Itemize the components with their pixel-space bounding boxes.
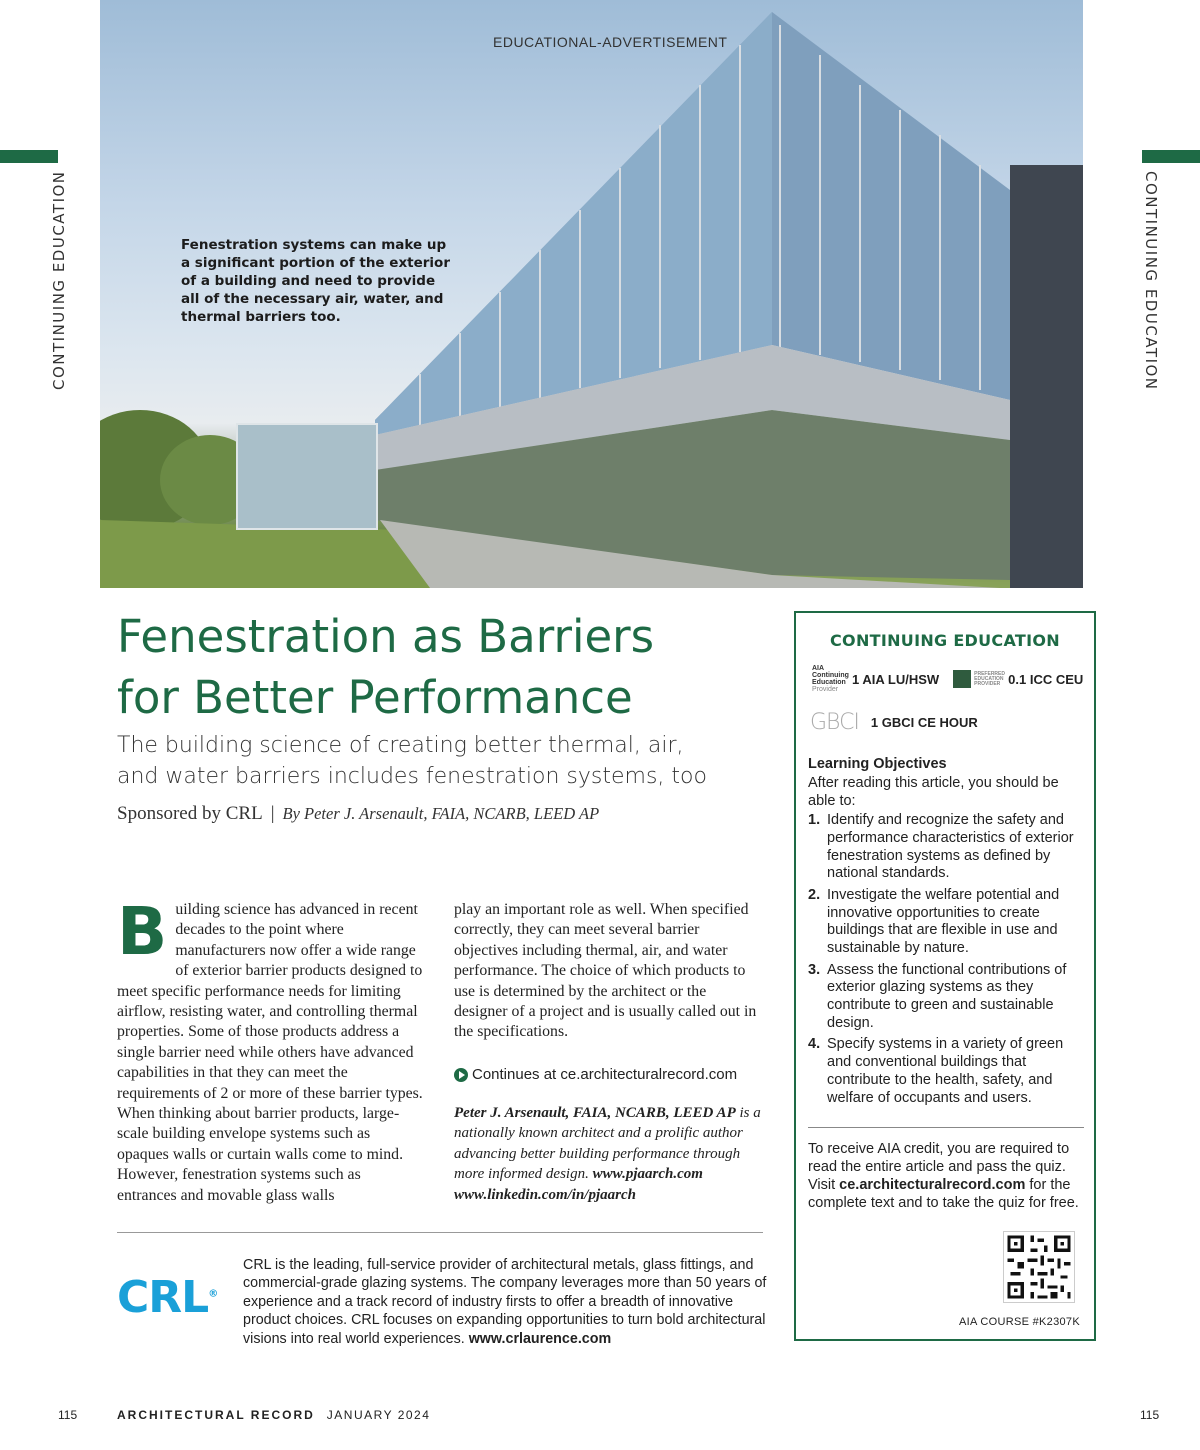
hero-photo — [100, 0, 1083, 588]
icc-logo-line-1: PREFERRED — [974, 670, 1005, 677]
left-tab-bar — [0, 150, 58, 163]
gbci-logo: GBCI — [810, 710, 859, 735]
ce-sidebar — [794, 611, 1096, 1341]
subtitle-line-1: The building science of creating better thermal, air, — [117, 733, 684, 758]
icc-credit: 0.1 ICC CEU — [1008, 671, 1084, 687]
bio-linkedin-link[interactable]: www.linkedin.com/in/pjaarch — [454, 1186, 636, 1203]
aia-logo-line-3: Education — [812, 679, 846, 686]
objective-item — [808, 962, 1086, 1033]
ce-url-link[interactable]: ce.architecturalrecord.com — [839, 1177, 1026, 1193]
body-column-2 — [454, 900, 760, 1043]
registered-mark: ® — [208, 1288, 218, 1300]
bio-text: is a nationally known architect and a prolific author advancing better building performance through more informed design. — [454, 1105, 761, 1183]
play-arrow-icon — [454, 1068, 468, 1082]
credit-text-pre: To receive AIA credit, you are required to read the entire article and pass the quiz. Visit — [808, 1141, 1070, 1193]
gbci-credit: 1 GBCI CE HOUR — [870, 715, 978, 730]
objectives-list — [808, 812, 1086, 1111]
drop-cap: B — [117, 893, 168, 970]
footer-masthead — [117, 1408, 430, 1422]
page-number-right: 115 — [1140, 1408, 1160, 1422]
credit-text-post: for the complete text and to take the quiz for free. — [808, 1177, 1079, 1211]
objective-number: 1. — [808, 812, 821, 828]
article-title — [117, 606, 757, 728]
right-tab-bar — [1142, 150, 1200, 163]
objective-item — [808, 812, 1086, 883]
icc-logo-icon — [953, 670, 971, 688]
right-tab-label: CONTINUING EDUCATION — [1142, 171, 1160, 391]
aia-credit: 1 AIA LU/HSW — [852, 671, 940, 687]
objective-text: Assess the functional contributions of exterior glazing systems as they contribute to green and sustainable design. — [827, 961, 1067, 1031]
aia-logo-line-2: Continuing — [812, 672, 849, 679]
byline-separator: | — [270, 803, 275, 824]
objective-text: Identify and recognize the safety and performance characteristics of exterior fenestration systems as defined by national standards. — [827, 812, 1074, 882]
title-line-1: Fenestration as Barriers — [117, 610, 655, 663]
byline — [117, 803, 599, 825]
author-credit: By Peter J. Arsenault, FAIA, NCARB, LEED AP — [282, 804, 600, 823]
crl-logo — [117, 1272, 217, 1323]
objectives-heading: Learning Objectives — [808, 756, 947, 772]
ce-divider — [808, 1127, 1084, 1128]
left-tab-label: CONTINUING EDUCATION — [50, 170, 68, 390]
credit-instructions — [808, 1140, 1092, 1212]
credit-row-gbci — [810, 710, 978, 735]
objective-number: 2. — [808, 886, 821, 903]
objective-item — [808, 1036, 1086, 1107]
qr-code-icon[interactable] — [1003, 1231, 1075, 1303]
body-text-1: uilding science has advanced in recent decades to the point where manufacturers now offer a wide range of exterior barrier products designed to meet specific performance needs for limiting airflow, resisting water, and controlling thermal properties. Some of those products address a single barrier need while others have advanced capabilities in that they can meet the requirements of 2 or more of these barrier types. When thinking about barrier products, large-scale building envelope systems such as opaques walls or curtain walls come to mind. However, fenestration systems such as entrances and movable glass walls — [117, 901, 423, 1204]
credit-row-aia-icc — [812, 665, 1083, 693]
body-text-2: play an important role as well. When specified correctly, they can meet several barrier objectives including thermal, air, and water performance. The choice of which products to use is determined by the architect or the designer of a project and is usually called out in the specifications. — [454, 901, 757, 1041]
photo-caption: Fenestration systems can make up a significant portion of the exterior of a building and need to provide all of the necessary air, water, and thermal barriers too. — [181, 237, 450, 325]
continues-text[interactable]: Continues at ce.architecturalrecord.com — [472, 1066, 738, 1083]
sponsor-url-link[interactable]: www.crlaurence.com — [468, 1330, 612, 1347]
objective-text: Investigate the welfare potential and innovative opportunities to create buildings that are flexible in use and sustainable by nature. — [827, 886, 1060, 957]
course-number: AIA COURSE #K2307K — [959, 1316, 1080, 1328]
title-line-2: for Better Performance — [117, 671, 633, 724]
icc-logo-line-2: EDUCATION — [974, 675, 1004, 682]
bio-website-link[interactable]: www.pjaarch.com — [592, 1166, 703, 1183]
subtitle-line-2: and water barriers includes fenestration systems, too — [117, 764, 707, 789]
magazine-name: ARCHITECTURAL RECORD — [117, 1408, 315, 1422]
continues-link[interactable] — [454, 1066, 737, 1083]
article-subtitle — [117, 730, 777, 792]
issue-date: JANUARY 2024 — [326, 1408, 431, 1422]
objective-number: 3. — [808, 961, 821, 978]
divider — [117, 1232, 763, 1233]
objectives-intro: After reading this article, you should be able to: — [808, 775, 1059, 809]
aia-logo-line-4: Provider — [812, 686, 839, 693]
advertisement-label: EDUCATIONAL-ADVERTISEMENT — [493, 34, 728, 50]
page-number-left: 115 — [58, 1408, 78, 1422]
objective-item — [808, 887, 1086, 958]
icc-logo-text — [974, 670, 1005, 687]
objective-text: Specify systems in a variety of green and conventional buildings that contribute to the health, safety, and welfare of occupants and users. — [827, 1036, 1064, 1106]
sponsor-body: CRL is the leading, full-service provider of architectural metals, glass fittings, and commercial-grade glazing systems. The company leverages more than 50 years of experience and a track record of industry firsts to offer a breadth of innovative product choices. CRL focuses on expanding opportunities to turn bold architectural visions into real world experiences. — [243, 1257, 767, 1347]
objective-number: 4. — [808, 1036, 821, 1053]
sponsor-description — [243, 1256, 773, 1348]
crl-logo-text: CRL — [117, 1272, 209, 1323]
author-bio — [454, 1103, 766, 1205]
ce-heading: CONTINUING EDUCATION — [830, 631, 1060, 650]
bio-name: Peter J. Arsenault, FAIA, NCARB, LEED AP — [454, 1105, 736, 1121]
aia-logo-line-1: AIA — [812, 665, 825, 672]
aia-logo — [812, 665, 852, 693]
body-column-1 — [117, 893, 423, 1206]
sponsor-credit: Sponsored by CRL — [117, 803, 263, 824]
icc-logo-line-3: PROVIDER — [974, 680, 1001, 687]
